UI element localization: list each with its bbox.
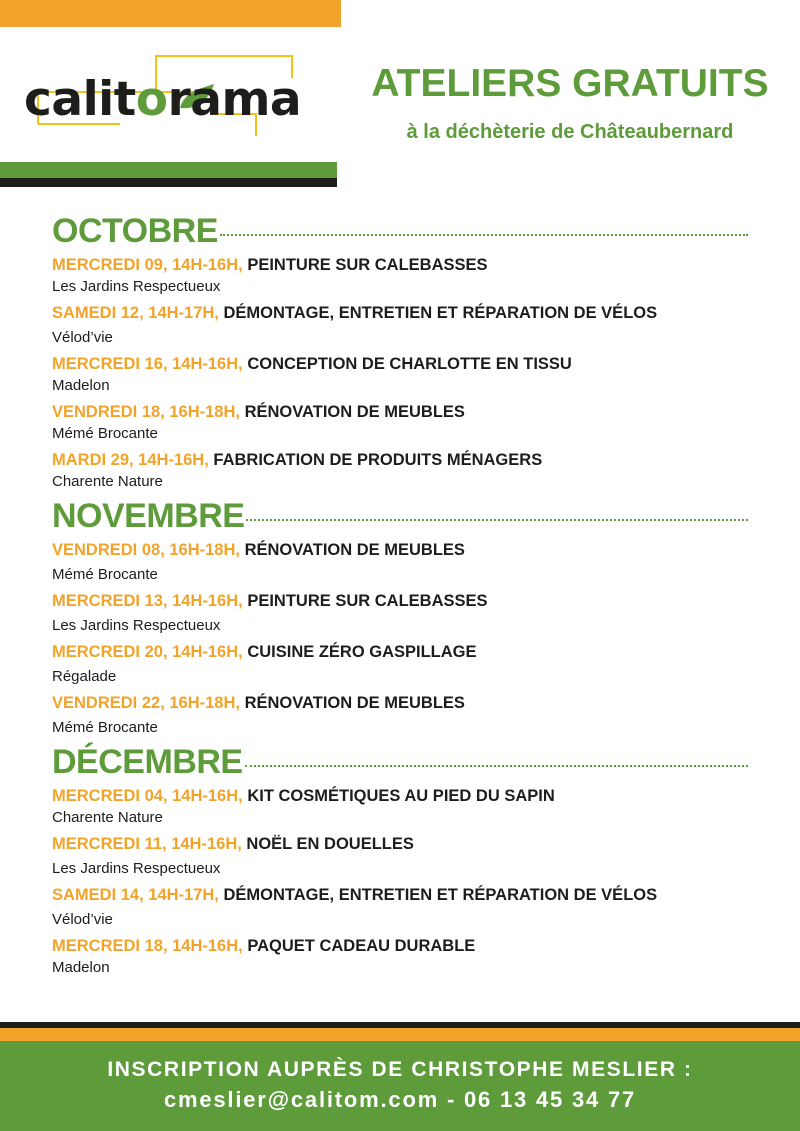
- event-date: MERCREDI 18, 14H-16H,: [52, 937, 243, 955]
- dotted-leader: [245, 765, 748, 767]
- event-organizer: Mémé Brocante: [52, 719, 158, 736]
- event-item: [52, 691, 748, 738]
- event-item: [52, 934, 748, 978]
- event-date: VENDREDI 22, 16H-18H,: [52, 694, 240, 712]
- event-title: DÉMONTAGE, ENTRETIEN ET RÉPARATION DE VÉLOS: [223, 886, 658, 904]
- event-date: MERCREDI 20, 14H-16H,: [52, 643, 243, 661]
- event-title: CONCEPTION DE CHARLOTTE EN TISSU: [247, 355, 572, 373]
- event-item: [52, 253, 748, 297]
- event-date: MERCREDI 11, 14H-16H,: [52, 835, 242, 853]
- header-black-bar: [0, 178, 337, 187]
- event-title: PEINTURE SUR CALEBASSES: [247, 592, 488, 610]
- month-heading-novembre: [52, 496, 748, 536]
- dotted-leader: [246, 519, 748, 521]
- event-organizer: Mémé Brocante: [52, 425, 158, 442]
- event-date: SAMEDI 14, 14H-17H,: [52, 886, 219, 904]
- event-date: VENDREDI 18, 16H-18H,: [52, 403, 240, 421]
- month-name: DÉCEMBRE: [52, 743, 243, 781]
- event-item: [52, 301, 748, 348]
- event-title: DÉMONTAGE, ENTRETIEN ET RÉPARATION DE VÉLOS: [223, 304, 658, 322]
- event-item: [52, 400, 748, 444]
- event-date: MERCREDI 04, 14H-16H,: [52, 787, 243, 805]
- month-name: NOVEMBRE: [52, 497, 245, 535]
- dotted-leader: [220, 234, 748, 236]
- event-title: PAQUET CADEAU DURABLE: [247, 937, 476, 955]
- month-name: OCTOBRE: [52, 212, 218, 250]
- event-title: KIT COSMÉTIQUES AU PIED DU SAPIN: [247, 787, 555, 805]
- event-title: PEINTURE SUR CALEBASSES: [247, 256, 488, 274]
- event-item: [52, 640, 748, 687]
- event-item: [52, 352, 748, 396]
- logo-wordmark: calitorama: [24, 72, 302, 127]
- event-organizer: Les Jardins Respectueux: [52, 860, 221, 877]
- event-organizer: Madelon: [52, 377, 110, 394]
- event-organizer: Vélod’vie: [52, 329, 113, 346]
- event-organizer: Charente Nature: [52, 809, 163, 826]
- event-title: CUISINE ZÉRO GASPILLAGE: [247, 643, 477, 661]
- event-title: RÉNOVATION DE MEUBLES: [244, 694, 465, 712]
- month-heading-decembre: [52, 742, 748, 782]
- header-green-bar: [0, 162, 337, 178]
- event-organizer: Charente Nature: [52, 473, 163, 490]
- event-item: [52, 448, 748, 492]
- event-organizer: Les Jardins Respectueux: [52, 278, 221, 295]
- event-item: [52, 784, 748, 828]
- event-item: [52, 883, 748, 930]
- event-organizer: Les Jardins Respectueux: [52, 617, 221, 634]
- event-item: [52, 538, 748, 585]
- event-date: MERCREDI 16, 14H-16H,: [52, 355, 243, 373]
- event-date: SAMEDI 12, 14H-17H,: [52, 304, 219, 322]
- event-organizer: Vélod’vie: [52, 911, 113, 928]
- registration-contact-name: INSCRIPTION AUPRÈS DE CHRISTOPHE MESLIER :: [107, 1058, 693, 1081]
- page-title: ATELIERS GRATUITS: [371, 62, 769, 105]
- event-title: RÉNOVATION DE MEUBLES: [244, 403, 465, 421]
- footer-orange-bar: [0, 1028, 800, 1041]
- event-date: MARDI 29, 14H-16H,: [52, 451, 209, 469]
- month-heading-octobre: [52, 211, 748, 251]
- top-orange-bar: [0, 0, 341, 27]
- page-subtitle: à la déchèterie de Châteaubernard: [406, 121, 734, 143]
- event-date: MERCREDI 09, 14H-16H,: [52, 256, 243, 274]
- event-title: FABRICATION DE PRODUITS MÉNAGERS: [213, 451, 543, 469]
- event-date: VENDREDI 08, 16H-18H,: [52, 541, 240, 559]
- event-organizer: Madelon: [52, 959, 110, 976]
- event-item: [52, 589, 748, 636]
- workshop-schedule: [52, 210, 748, 982]
- event-organizer: Régalade: [52, 668, 117, 685]
- event-title: RÉNOVATION DE MEUBLES: [244, 541, 465, 559]
- event-title: NOËL EN DOUELLES: [246, 835, 414, 853]
- calitorama-logo: [24, 48, 314, 143]
- event-item: [52, 832, 748, 879]
- event-date: MERCREDI 13, 14H-16H,: [52, 592, 243, 610]
- event-organizer: Mémé Brocante: [52, 566, 158, 583]
- registration-email-phone: cmeslier@calitom.com - 06 13 45 34 77: [163, 1087, 637, 1112]
- registration-footer: [0, 1041, 800, 1131]
